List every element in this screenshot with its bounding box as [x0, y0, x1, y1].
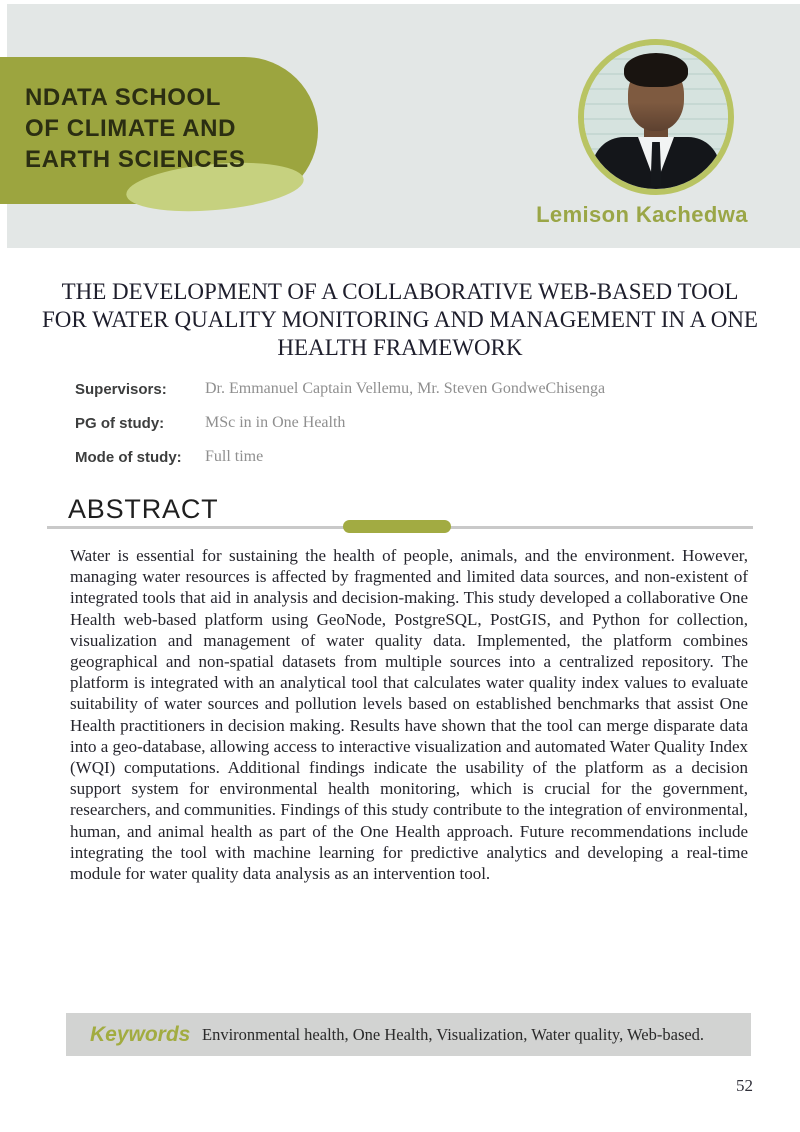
supervisors-value: Dr. Emmanuel Captain Vellemu, Mr. Steven GondweChisenga — [205, 380, 606, 397]
keywords-value: Environmental health, One Health, Visualization, Water quality, Web-based. — [202, 1024, 705, 1044]
author-photo-background — [584, 45, 728, 189]
mode-of-study-value: Full time — [205, 448, 264, 465]
school-name-line-2: OF CLIMATE AND — [25, 115, 237, 142]
school-name-line-3: EARTH SCIENCES — [25, 146, 246, 173]
meta-row-supervisors — [75, 372, 675, 406]
pg-of-study-value: MSc in in One Health — [205, 414, 346, 431]
keywords-box — [66, 1013, 751, 1056]
keywords-label: Keywords — [90, 1022, 191, 1046]
author-name: Lemison Kachedwa — [536, 202, 748, 227]
abstract-body: Water is essential for sustaining the health of people, animals, and the environment. However, managing water resources is affected by fragmented and limited data sources, and non-existent of integrated tools that aid in analysis and decision-making. This study developed a collaborative One Health web-based platform using GeoNode, PostgreSQL, PostGIS, and Python for collection, visualization and management of water quality data. Implemented, the platform combines geographical and non-spatial datasets from multiple sources into a centralized repository. The platform is integrated with an analytical tool that calculates water quality index values to evaluate suitability of water sources and pollution levels based on established benchmarks that assist One Health practitioners in decision making. Results have shown that the tool can merge disparate data into a geo-database, allowing access to interactive visualization and automated Water Quality Index (WQI) computations. Additional findings indicate the usability of the platform as a decision support system for environmental health monitoring, which is crucial for the government, researchers, and communities. Findings of this study contribute to the integration of environmental, human, and animal health as part of the One Health approach. Future recommendations include integrating the tool with machine learning for predictive analytics and developing a real-time module for water quality data analysis as an intervention tool. — [70, 546, 748, 884]
pg-of-study-label: PG of study: — [75, 414, 165, 432]
meta-row-mode-of-study — [75, 440, 675, 474]
page-number: 52 — [736, 1076, 753, 1095]
supervisors-label: Supervisors: — [75, 380, 167, 398]
mode-of-study-label: Mode of study: — [75, 448, 182, 466]
page-title: THE DEVELOPMENT OF A COLLABORATIVE WEB-BASED TOOL FOR WATER QUALITY MONITORING AND MANAGEMENT IN A ONE HEALTH FRAMEWORK — [42, 279, 758, 360]
photo-person-hair — [624, 53, 688, 87]
meta-row-pg-of-study — [75, 406, 675, 440]
school-name-line-1: NDATA SCHOOL — [25, 84, 222, 111]
abstract-heading: ABSTRACT — [68, 494, 219, 524]
photo-person-tie — [651, 142, 662, 186]
school-name — [25, 82, 245, 175]
author-photo — [578, 39, 734, 195]
abstract-divider-pill — [343, 520, 451, 533]
meta-section — [75, 372, 675, 474]
